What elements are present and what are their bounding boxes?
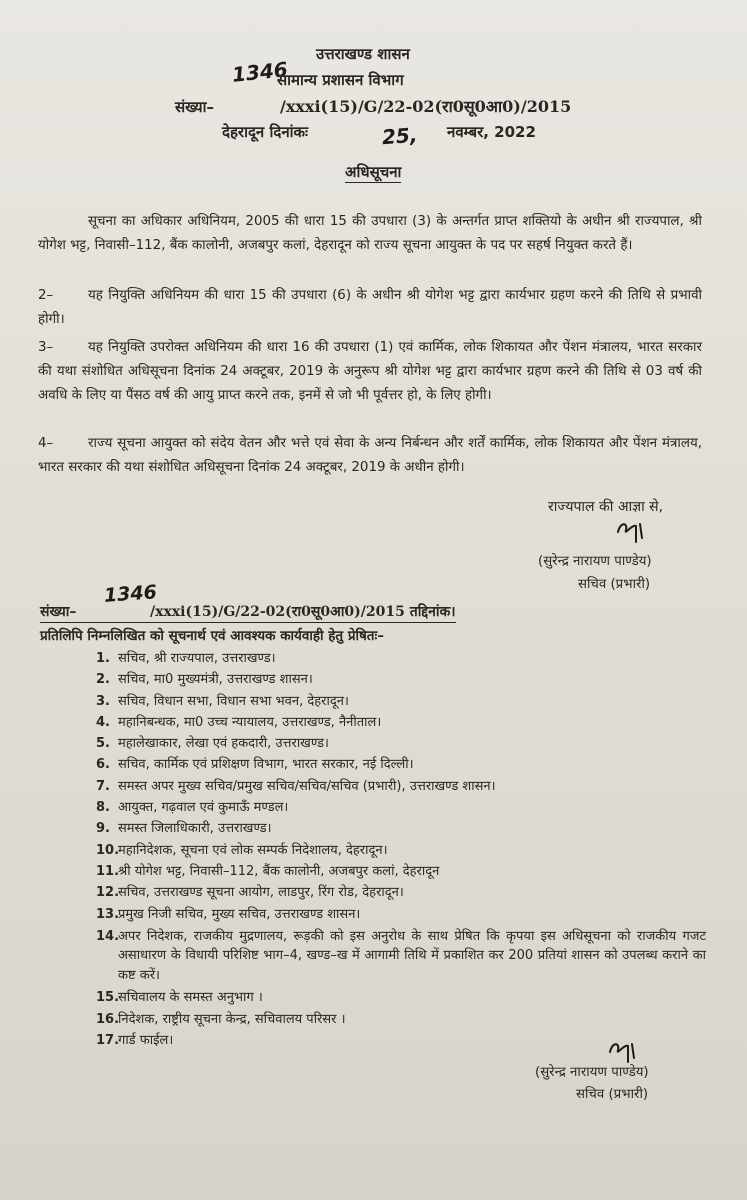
month-year: नवम्बर, 2022: [447, 123, 536, 141]
paragraph-3-text: यह नियुक्ति उपरोक्त अधिनियम की धारा 16 की उपधारा (1) एवं कार्मिक, लोक शिकायत और पेंशन मंत्रालय, भारत सरकार की यथा संशोधित अधिसूचना दिनांक 24 अक्टूबर, 2019 के अनुरूप श्री योगेश भट्ट द्वारा कार्यभार ग्रहण करने की तिथि से 03 वर्ष की अवधि के लिए या पैंसठ वर्ष की आयु प्राप्त करने तक, इनमें से जो भी पूर्वत्तर हो, के लिए होगी।: [38, 340, 702, 403]
copy-sankhya-label: संख्या–: [40, 604, 77, 620]
paragraph-3-number: 3–: [38, 340, 54, 355]
signature-mark-2: [606, 1038, 640, 1064]
paragraph-3: [38, 336, 702, 408]
list-item: 5. महालेखाकार, लेखा एवं हकदारी, उत्तराखण्ड।: [96, 736, 329, 752]
copy-reference-number: /xxxi(15)/G/22-02(रा0सू0आ0)/2015 तद्दिनांक।: [150, 604, 456, 620]
paragraph-2-text: यह नियुक्ति अधिनियम की धारा 15 की उपधारा (6) के अधीन श्री योगेश भट्ट द्वारा कार्यभार ग्रहण करने की तिथि से प्रभावी होगी।: [38, 288, 702, 327]
list-item: 1. सचिव, श्री राज्यपाल, उत्तराखण्ड।: [96, 651, 276, 666]
list-item: 15. सचिवालय के समस्त अनुभाग ।: [96, 990, 263, 1006]
paragraph-4-number: 4–: [38, 436, 54, 451]
list-item: 17. गार्ड फाईल।: [96, 1032, 174, 1048]
copy-intro: प्रतिलिपि निम्नलिखित को सूचनार्थ एवं आवश्यक कार्यवाही हेतु प्रेषितः–: [40, 628, 384, 644]
header-government: उत्तराखण्ड शासन: [316, 45, 410, 63]
list-item: 2. सचिव, मा0 मुख्यमंत्री, उत्तराखण्ड शासन।: [96, 672, 313, 688]
sankhya-label: संख्या–: [175, 98, 215, 116]
list-item: 7. समस्त अपर मुख्य सचिव/प्रमुख सचिव/सचिव/सचिव (प्रभारी), उत्तराखण्ड शासन।: [96, 778, 496, 794]
list-item: 11. श्री योगेश भट्ट, निवासी–112, बैंक कालोनी, अजबपुर कलां, देहरादून: [96, 863, 440, 879]
list-item: 10. महानिदेशक, सूचना एवं लोक सम्पर्क निदेशालय, देहरादून।: [96, 842, 388, 858]
copy-handwritten-number: 1346: [103, 581, 158, 607]
list-item: 13. प्रमुख निजी सचिव, मुख्य सचिव, उत्तराखण्ड शासन।: [96, 906, 361, 922]
list-item: 4. महानिबन्धक, मा0 उच्च न्यायालय, उत्तराखण्ड, नैनीताल।: [96, 714, 382, 730]
governor-order-line: राज्यपाल की आज्ञा से,: [548, 499, 664, 515]
list-item: 8. आयुक्त, गढ़वाल एवं कुमाऊँ मण्डल।: [96, 800, 289, 816]
document-title: अधिसूचना: [345, 163, 402, 181]
signatory-designation-1: सचिव (प्रभारी): [578, 577, 651, 592]
reference-number: /xxxi(15)/G/22-02(रा0सू0आ0)/2015: [280, 97, 572, 116]
list-item: 3. सचिव, विधान सभा, विधान सभा भवन, देहरादून।: [96, 693, 349, 709]
list-item: 9. समस्त जिलाधिकारी, उत्तराखण्ड।: [96, 821, 272, 837]
paragraph-4: [38, 432, 702, 480]
copy-reference-line: [40, 602, 456, 623]
list-item: 16. निदेशक, राष्ट्रीय सूचना केन्द्र, सचिवालय परिसर ।: [96, 1011, 346, 1027]
handwritten-number: 1346: [230, 57, 289, 87]
paragraph-2: [38, 284, 702, 332]
signatory-name-2: (सुरेन्द्र नारायण पाण्डेय): [535, 1065, 649, 1080]
list-item: 6. सचिव, कार्मिक एवं प्रशिक्षण विभाग, भारत सरकार, नई दिल्ली।: [96, 757, 414, 773]
header-department: सामान्य प्रशासन विभाग: [277, 71, 404, 89]
recipient-list: [96, 648, 706, 1051]
signature-mark-1: [614, 518, 648, 544]
list-item: 14. अपर निदेशक, राजकीय मुद्रणालय, रूड़की को इस अनुरोध के साथ प्रेषित कि कृपया इस अधिसूचना को राजकीय गजट असाधारण के विधायी परिशिष्ट भाग–4, खण्ड–ख में आगामी तिथि में प्रकाशित कर 200 प्रतियां शासन को उपलब्ध कराने का कष्ट करें।: [96, 928, 706, 983]
signatory-name-1: (सुरेन्द्र नारायण पाण्डेय): [538, 554, 652, 569]
list-item: 12. सचिव, उत्तराखण्ड सूचना आयोग, लाडपुर, रिंग रोड, देहरादून।: [96, 885, 404, 901]
signatory-designation-2: सचिव (प्रभारी): [576, 1087, 649, 1102]
paragraph-1: सूचना का अधिकार अधिनियम, 2005 की धारा 15 की उपधारा (3) के अन्तर्गत प्राप्त शक्तियो के अधीन श्री राज्यपाल, श्री योगेश भट्ट, निवासी–112, बैंक कालोनी, अजबपुर कलां, देहरादून को राज्य सूचना आयुक्त के पद पर सहर्ष नियुक्त करते हैं।: [38, 214, 702, 253]
place-date-label: देहरादून दिनांकः: [222, 123, 309, 141]
paragraph-4-text: राज्य सूचना आयुक्त को संदेय वेतन और भत्ते एवं सेवा के अन्य निर्बन्धन और शर्तें कार्मिक, लोक शिकायत और पेंशन मंत्रालय, भारत सरकार की यथा संशोधित अधिसूचना दिनांक 24 अक्टूबर, 2019 के अधीन होगी।: [38, 436, 702, 475]
handwritten-day: 25,: [381, 122, 419, 150]
paragraph-2-number: 2–: [38, 288, 54, 303]
